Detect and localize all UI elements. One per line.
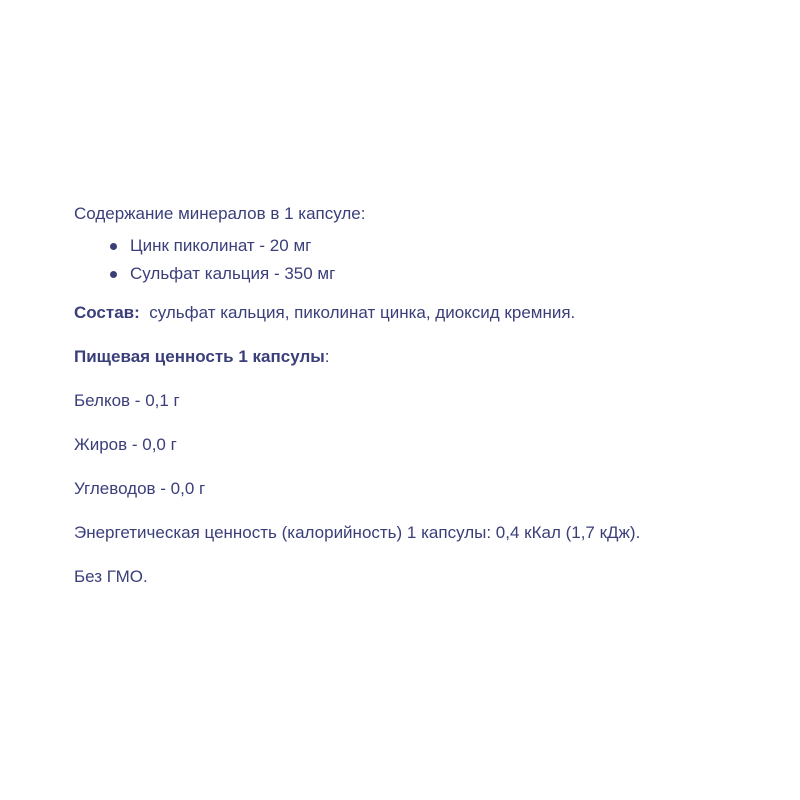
list-item [110,263,774,285]
product-description [74,203,774,610]
composition-text: сульфат кальция, пиколинат цинка, диоксид кремния. [149,303,576,322]
mineral-calcium: Сульфат кальция - 350 мг [130,264,336,283]
nutrition-heading [74,346,774,368]
nutrition-heading-colon: : [324,347,330,366]
nutrition-heading-text: Пищевая ценность 1 капсулы [74,347,325,366]
energy-value: Энергетическая ценность (калорийность) 1 капсулы: 0,4 кКал (1,7 кДж). [74,523,641,542]
gmo-note: Без ГМО. [74,567,148,586]
protein-value: Белков - 0,1 г [74,391,180,410]
mineral-zinc: Цинк пиколинат - 20 мг [130,236,312,255]
fat-value: Жиров - 0,0 г [74,435,177,454]
bullet-icon [110,243,117,250]
bullet-icon [110,271,117,278]
carbs-value: Углеводов - 0,0 г [74,479,206,498]
composition-label: Состав: [74,303,140,322]
minerals-list [74,235,774,285]
minerals-intro: Содержание минералов в 1 капсуле: [74,204,366,223]
list-item [110,235,774,257]
composition [74,302,774,324]
